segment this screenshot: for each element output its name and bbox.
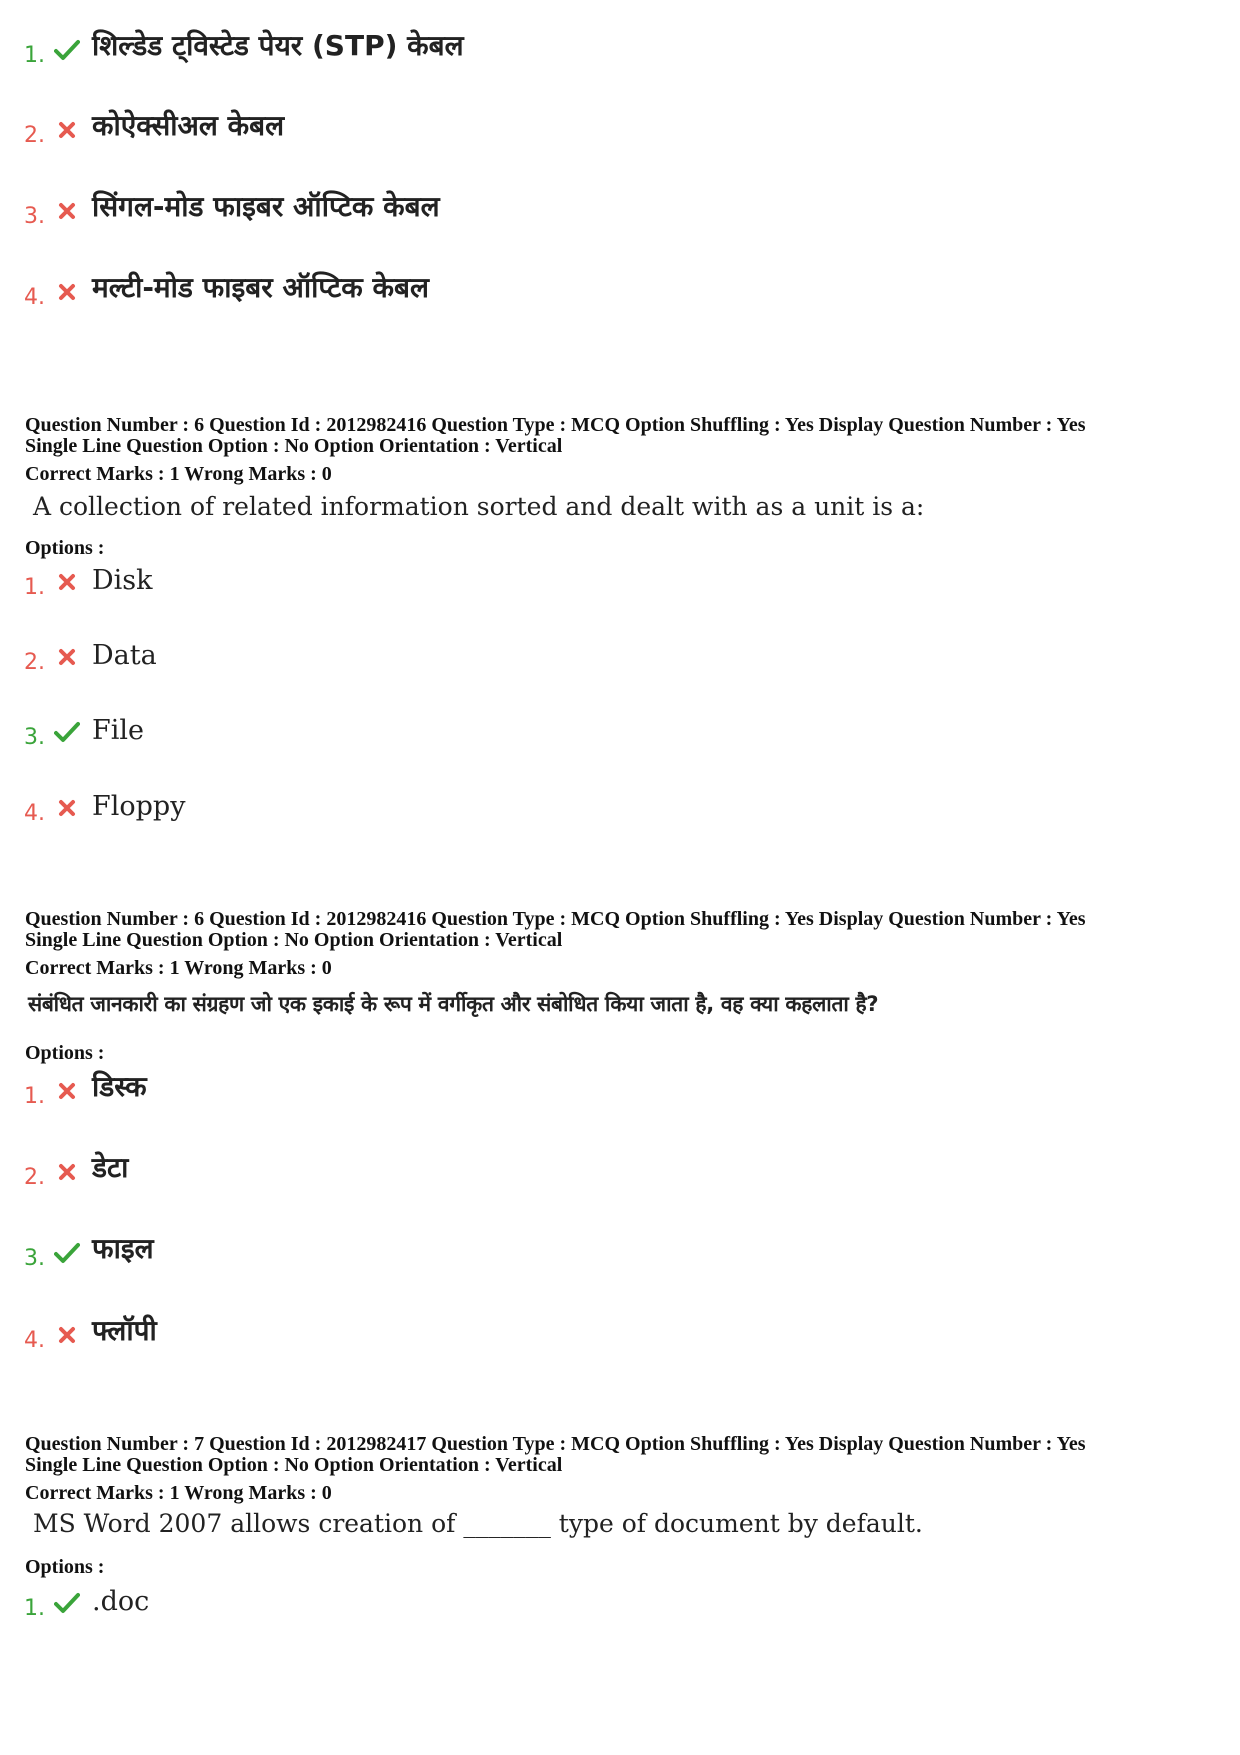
option-row	[0, 770, 1240, 830]
option-text: कोऐक्सीअल केबल	[92, 109, 285, 142]
option-number: 1.	[24, 575, 45, 600]
option-row	[0, 1134, 1240, 1194]
option-text: सिंगल-मोड फाइबर ऑप्टिक केबल	[92, 190, 440, 223]
cross-icon	[54, 280, 80, 304]
option-text: डिस्क	[92, 1070, 147, 1103]
option-number: 4.	[24, 801, 45, 826]
option-number: 1.	[24, 1596, 45, 1621]
cross-icon	[54, 118, 80, 142]
options-label: Options :	[25, 1556, 105, 1578]
question-text: संबंधित जानकारी का संग्रहण जो एक इकाई के रूप में वर्गीकृत और संबोधित किया जाता है, वह क्या कहलाता है?	[28, 992, 879, 1016]
check-icon	[54, 38, 80, 62]
question-meta-line: Single Line Question Option : No Option Orientation : Vertical	[25, 1454, 563, 1476]
cross-icon	[54, 1160, 80, 1184]
options-label: Options :	[25, 537, 105, 559]
option-row	[0, 694, 1240, 754]
cross-icon	[54, 796, 80, 820]
option-number: 2.	[24, 123, 45, 148]
option-row	[0, 1215, 1240, 1275]
question-meta-line: Single Line Question Option : No Option Orientation : Vertical	[25, 435, 563, 457]
check-icon	[54, 720, 80, 744]
option-number: 2.	[24, 1165, 45, 1190]
question-meta-line: Question Number : 6 Question Id : 2012982416 Question Type : MCQ Option Shuffling : Yes Display Question Number : Yes	[25, 908, 1086, 930]
option-number: 4.	[24, 1328, 45, 1353]
option-row	[0, 1297, 1240, 1357]
option-number: 4.	[24, 285, 45, 310]
option-number: 3.	[24, 1246, 45, 1271]
cross-icon	[54, 645, 80, 669]
option-number: 3.	[24, 204, 45, 229]
cross-icon	[54, 199, 80, 223]
question-meta-line: Question Number : 7 Question Id : 2012982417 Question Type : MCQ Option Shuffling : Yes Display Question Number : Yes	[25, 1433, 1086, 1455]
cross-icon	[54, 570, 80, 594]
option-row	[0, 619, 1240, 679]
option-text: Disk	[92, 565, 153, 596]
option-text: File	[92, 715, 144, 746]
option-text: Floppy	[92, 791, 186, 822]
question-marks: Correct Marks : 1 Wrong Marks : 0	[25, 957, 332, 979]
option-number: 1.	[24, 1084, 45, 1109]
cross-icon	[54, 1323, 80, 1347]
check-icon	[54, 1591, 80, 1615]
option-row	[0, 173, 1240, 233]
option-text: फ्लॉपी	[92, 1314, 157, 1347]
check-icon	[54, 1241, 80, 1265]
question-marks: Correct Marks : 1 Wrong Marks : 0	[25, 463, 332, 485]
question-marks: Correct Marks : 1 Wrong Marks : 0	[25, 1482, 332, 1504]
option-text: शिल्डेड ट्विस्टेड पेयर (STP) केबल	[92, 29, 464, 62]
option-row	[0, 544, 1240, 604]
question-text: A collection of related information sorted and dealt with as a unit is a:	[33, 492, 925, 521]
question-meta-line: Question Number : 6 Question Id : 2012982416 Question Type : MCQ Option Shuffling : Yes Display Question Number : Yes	[25, 414, 1086, 436]
option-number: 3.	[24, 725, 45, 750]
question-meta-line: Single Line Question Option : No Option Orientation : Vertical	[25, 929, 563, 951]
options-label: Options :	[25, 1042, 105, 1064]
option-row	[0, 1565, 1240, 1625]
option-text: मल्टी-मोड फाइबर ऑप्टिक केबल	[92, 271, 429, 304]
question-text: MS Word 2007 allows creation of _______ type of document by default.	[33, 1509, 923, 1538]
option-row	[0, 1053, 1240, 1113]
option-number: 1.	[24, 43, 45, 68]
option-text: Data	[92, 640, 157, 671]
cross-icon	[54, 1079, 80, 1103]
option-text: फाइल	[92, 1232, 154, 1265]
option-row	[0, 92, 1240, 152]
option-number: 2.	[24, 650, 45, 675]
option-row	[0, 12, 1240, 72]
option-text: डेटा	[92, 1151, 129, 1184]
option-row	[0, 254, 1240, 314]
option-text: .doc	[92, 1586, 150, 1617]
